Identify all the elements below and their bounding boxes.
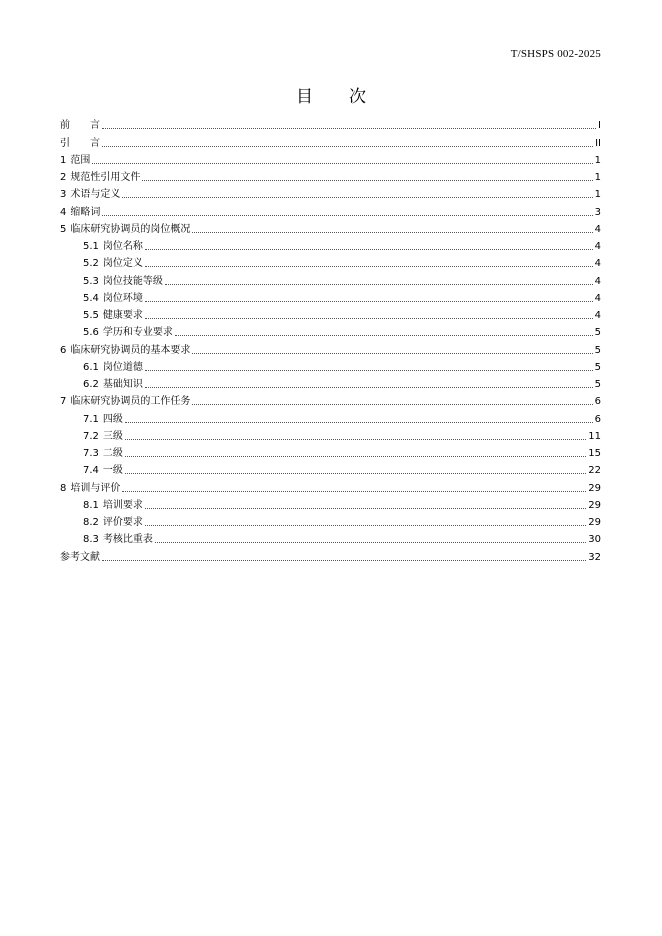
toc-entry-text: 前 言 bbox=[60, 120, 100, 132]
dot-leader bbox=[165, 284, 593, 285]
toc-entry-text: 健康要求 bbox=[102, 310, 143, 321]
toc-entry-number: 7.2 bbox=[83, 430, 99, 442]
dot-leader bbox=[122, 197, 592, 198]
toc-entry-page: 5 bbox=[594, 344, 601, 356]
toc-entry[interactable] bbox=[60, 270, 601, 287]
toc-entry[interactable] bbox=[60, 115, 601, 132]
toc-entry-text: 培训与评价 bbox=[70, 482, 121, 494]
toc-entry-label bbox=[60, 223, 190, 236]
toc-entry-page: 4 bbox=[594, 275, 601, 287]
toc-entry-label bbox=[83, 516, 143, 529]
toc-entry-label bbox=[60, 206, 100, 219]
dot-leader bbox=[192, 232, 592, 233]
toc-entry-text: 范围 bbox=[70, 154, 91, 166]
toc-entry-label bbox=[83, 361, 143, 374]
toc-entry[interactable] bbox=[60, 253, 601, 270]
toc-entry-page: 5 bbox=[594, 327, 601, 339]
toc-entry-number: 7 bbox=[60, 396, 67, 408]
toc-entry-number: 7.3 bbox=[83, 448, 99, 459]
toc-entry-number: 5.6 bbox=[83, 327, 99, 339]
dot-leader bbox=[145, 266, 593, 267]
toc-entry-text: 评价要求 bbox=[102, 517, 143, 528]
toc-entry-label bbox=[60, 171, 140, 184]
toc-title-part1: 目 bbox=[296, 87, 313, 107]
toc-entry-number: 8.1 bbox=[83, 499, 99, 511]
dot-leader bbox=[145, 301, 593, 302]
toc-entry-label bbox=[83, 378, 143, 391]
document-code: T/SHSPS 002-2025 bbox=[510, 48, 601, 60]
toc-entry-label bbox=[60, 119, 100, 132]
toc-entry-label bbox=[83, 413, 123, 426]
dot-leader bbox=[145, 525, 586, 526]
dot-leader bbox=[102, 146, 593, 147]
toc-entry-page: 6 bbox=[594, 413, 601, 425]
toc-entry-text: 引 言 bbox=[60, 137, 100, 149]
toc-entry-page: 1 bbox=[594, 154, 601, 166]
toc-entry-page: 1 bbox=[594, 172, 601, 183]
toc-entry[interactable] bbox=[60, 512, 601, 529]
toc-entry-text: 临床研究协调员的基本要求 bbox=[70, 344, 191, 356]
toc-entry-page: 4 bbox=[594, 241, 601, 252]
toc-entry[interactable] bbox=[60, 460, 601, 477]
toc-entry-page: 4 bbox=[594, 292, 601, 304]
toc-entry-page: 1 bbox=[594, 189, 601, 201]
toc-entry[interactable] bbox=[60, 201, 601, 218]
dot-leader bbox=[125, 439, 586, 440]
toc-entry-text: 岗位定义 bbox=[102, 258, 143, 270]
dot-leader bbox=[155, 542, 586, 543]
toc-entry-text: 参考文献 bbox=[60, 551, 100, 563]
toc-entry[interactable] bbox=[60, 288, 601, 305]
dot-leader bbox=[145, 508, 586, 509]
table-of-contents bbox=[60, 115, 601, 564]
toc-entry[interactable] bbox=[60, 167, 601, 184]
toc-entry-label bbox=[60, 344, 190, 357]
toc-entry-text: 规范性引用文件 bbox=[70, 172, 141, 183]
dot-leader bbox=[125, 456, 586, 457]
toc-entry-label bbox=[83, 240, 143, 253]
toc-entry-number: 4 bbox=[60, 206, 67, 218]
dot-leader bbox=[122, 491, 586, 492]
dot-leader bbox=[125, 422, 593, 423]
toc-entry-text: 临床研究协调员的工作任务 bbox=[70, 396, 191, 408]
toc-entry-label bbox=[83, 309, 143, 322]
toc-title-part2: 次 bbox=[349, 87, 366, 107]
toc-entry-number: 5 bbox=[60, 223, 67, 235]
toc-entry-number: 5.2 bbox=[83, 258, 99, 270]
toc-entry-number: 7.1 bbox=[83, 413, 99, 425]
dot-leader bbox=[92, 163, 592, 164]
dot-leader bbox=[145, 318, 593, 319]
toc-entry-number: 8.3 bbox=[83, 534, 99, 546]
toc-entry-label bbox=[83, 326, 173, 339]
dot-leader bbox=[145, 387, 593, 388]
toc-entry-label bbox=[83, 499, 143, 512]
toc-entry-text: 培训要求 bbox=[102, 499, 143, 511]
toc-entry-page: 29 bbox=[588, 517, 601, 528]
dot-leader bbox=[192, 353, 592, 354]
toc-entry-text: 三级 bbox=[102, 430, 123, 442]
toc-entry-label bbox=[60, 482, 120, 495]
toc-entry-label bbox=[60, 137, 100, 150]
toc-entry-page: 29 bbox=[588, 499, 601, 511]
toc-entry-page: I bbox=[598, 120, 601, 132]
toc-entry-number: 3 bbox=[60, 189, 67, 201]
toc-entry-text: 岗位名称 bbox=[102, 241, 143, 252]
toc-entry[interactable] bbox=[60, 529, 601, 546]
toc-entry-label bbox=[83, 257, 143, 270]
toc-entry-page: 5 bbox=[594, 361, 601, 373]
dot-leader bbox=[125, 473, 586, 474]
toc-entry[interactable] bbox=[60, 408, 601, 425]
dot-leader bbox=[145, 370, 593, 371]
toc-entry-number: 5.1 bbox=[83, 241, 99, 252]
toc-entry-number: 5.5 bbox=[83, 310, 99, 321]
toc-entry-text: 二级 bbox=[102, 448, 123, 459]
toc-title bbox=[0, 86, 662, 108]
dot-leader bbox=[102, 215, 592, 216]
toc-entry[interactable] bbox=[60, 339, 601, 356]
toc-entry-page: 3 bbox=[594, 206, 601, 218]
toc-entry[interactable] bbox=[60, 374, 601, 391]
dot-leader bbox=[175, 335, 593, 336]
toc-entry[interactable] bbox=[60, 150, 601, 167]
toc-entry-label bbox=[60, 551, 100, 564]
toc-entry-page: 22 bbox=[588, 465, 601, 477]
toc-entry[interactable] bbox=[60, 219, 601, 236]
toc-entry-page: 30 bbox=[588, 534, 601, 546]
toc-entry-number: 1 bbox=[60, 154, 67, 166]
toc-entry-number: 7.4 bbox=[83, 465, 99, 477]
toc-entry-text: 岗位道德 bbox=[102, 361, 143, 373]
dot-leader bbox=[142, 180, 592, 181]
toc-entry-page: II bbox=[595, 137, 601, 149]
toc-entry-text: 考核比重表 bbox=[102, 534, 153, 546]
toc-entry[interactable] bbox=[60, 236, 601, 253]
toc-entry[interactable] bbox=[60, 132, 601, 149]
toc-entry[interactable] bbox=[60, 477, 601, 494]
toc-entry-page: 6 bbox=[594, 396, 601, 408]
toc-entry[interactable] bbox=[60, 357, 601, 374]
toc-entry-label bbox=[60, 395, 190, 408]
toc-entry-label bbox=[83, 292, 143, 305]
toc-entry-text: 四级 bbox=[102, 413, 123, 425]
toc-entry-page: 4 bbox=[594, 258, 601, 270]
toc-entry-page: 5 bbox=[594, 379, 601, 390]
toc-entry[interactable] bbox=[60, 546, 601, 563]
dot-leader bbox=[102, 560, 586, 561]
toc-entry-text: 临床研究协调员的岗位概况 bbox=[70, 223, 191, 235]
toc-entry-number: 8 bbox=[60, 482, 67, 494]
toc-entry-label bbox=[60, 154, 90, 167]
toc-entry[interactable] bbox=[60, 322, 601, 339]
toc-entry-number: 6 bbox=[60, 344, 67, 356]
toc-entry-number: 5.4 bbox=[83, 292, 99, 304]
toc-entry-text: 基础知识 bbox=[102, 379, 143, 390]
toc-entry-text: 术语与定义 bbox=[70, 189, 121, 201]
toc-entry[interactable] bbox=[60, 443, 601, 460]
toc-entry-page: 11 bbox=[588, 430, 601, 442]
toc-entry-page: 29 bbox=[588, 482, 601, 494]
toc-entry-page: 32 bbox=[588, 551, 601, 563]
toc-entry-label bbox=[83, 447, 123, 460]
toc-entry-page: 4 bbox=[594, 310, 601, 321]
toc-entry-text: 缩略词 bbox=[70, 206, 101, 218]
toc-entry-number: 6.2 bbox=[83, 379, 99, 390]
toc-entry-page: 15 bbox=[588, 448, 601, 459]
toc-entry-number: 6.1 bbox=[83, 361, 99, 373]
toc-entry-text: 一级 bbox=[102, 465, 123, 477]
dot-leader bbox=[145, 249, 593, 250]
toc-entry-label bbox=[83, 275, 163, 288]
toc-entry-number: 5.3 bbox=[83, 275, 99, 287]
dot-leader bbox=[102, 128, 596, 129]
dot-leader bbox=[192, 404, 592, 405]
toc-entry-label bbox=[83, 533, 153, 546]
toc-entry-label bbox=[83, 464, 123, 477]
toc-entry[interactable] bbox=[60, 305, 601, 322]
toc-entry-label bbox=[60, 188, 120, 201]
toc-entry[interactable] bbox=[60, 391, 601, 408]
toc-entry-label bbox=[83, 430, 123, 443]
toc-entry[interactable] bbox=[60, 184, 601, 201]
toc-entry-number: 2 bbox=[60, 172, 67, 183]
toc-entry-text: 岗位环境 bbox=[102, 292, 143, 304]
toc-entry[interactable] bbox=[60, 495, 601, 512]
toc-entry[interactable] bbox=[60, 426, 601, 443]
toc-entry-text: 岗位技能等级 bbox=[102, 275, 163, 287]
toc-entry-page: 4 bbox=[594, 223, 601, 235]
toc-entry-text: 学历和专业要求 bbox=[102, 327, 173, 339]
toc-entry-number: 8.2 bbox=[83, 517, 99, 528]
